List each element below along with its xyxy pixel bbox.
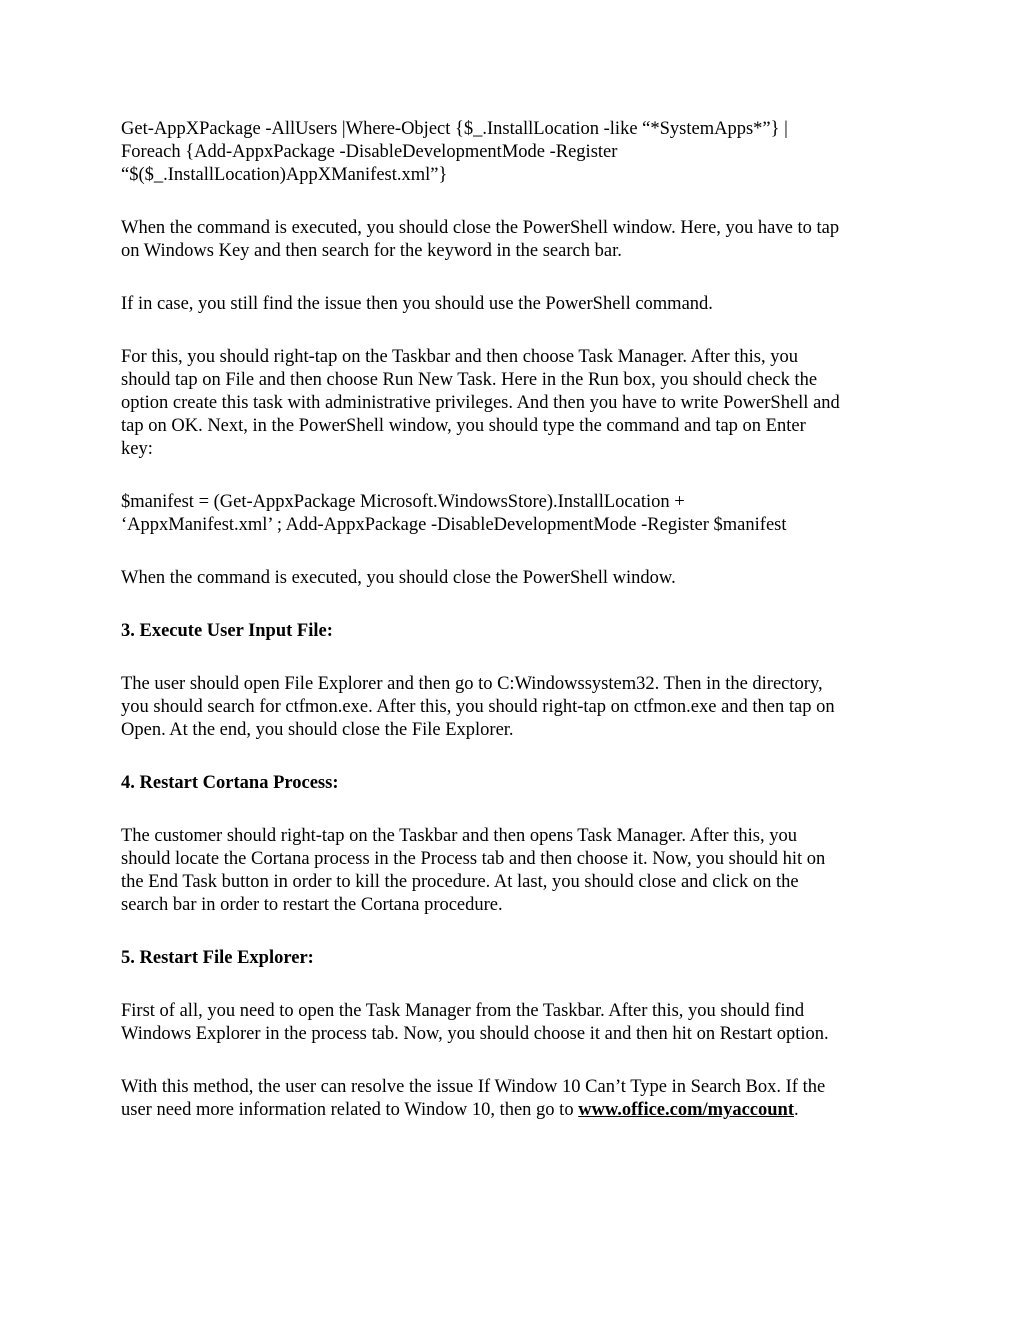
paragraph-ctfmon (121, 673, 911, 742)
text-line: First of all, you need to open the Task Manager from the Taskbar. After this, you should find (121, 1001, 805, 1021)
paragraph-file-explorer (121, 1000, 911, 1046)
text-line: The customer should right-tap on the Taskbar and then opens Task Manager. After this, you (121, 826, 797, 846)
text-segment: user need more information related to Window 10, then go to (121, 1100, 579, 1120)
text-line: should tap on File and then choose Run New Task. Here in the Run box, you should check the (121, 370, 818, 390)
text-line: should locate the Cortana process in the Process tab and then choose it. Now, you should hit on (121, 849, 826, 869)
text-line: For this, you should right-tap on the Taskbar and then choose Task Manager. After this, you (121, 347, 799, 367)
text-line: ‘AppxManifest.xml’ ; Add-AppxPackage -DisableDevelopmentMode -Register $manifest (121, 515, 787, 535)
text-line: When the command is executed, you should close the PowerShell window. (121, 568, 676, 588)
paragraph-task-manager-steps (121, 346, 911, 461)
paragraph-if-in-case (121, 293, 911, 316)
heading-execute-user-input-file: 3. Execute User Input File: (121, 621, 333, 641)
heading-restart-file-explorer: 5. Restart File Explorer: (121, 948, 314, 968)
text-line: When the command is executed, you should close the PowerShell window. Here, you have to tap (121, 218, 840, 238)
text-line: on Windows Key and then search for the keyword in the search bar. (121, 241, 622, 261)
text-line: tap on OK. Next, in the PowerShell window, you should type the command and tap on Enter (121, 416, 806, 436)
document-page (121, 118, 911, 1152)
text-line: Get-AppXPackage -AllUsers |Where-Object {$_.InstallLocation -like “*SystemApps*”} | (121, 119, 788, 139)
paragraph-close-powershell (121, 217, 911, 263)
text-line: “$($_.InstallLocation)AppXManifest.xml”} (121, 165, 448, 185)
text-line: you should search for ctfmon.exe. After this, you should right-tap on ctfmon.exe and then tap on (121, 697, 835, 717)
text-line: If in case, you still find the issue then you should use the PowerShell command. (121, 294, 713, 314)
paragraph-close-powershell-2 (121, 567, 911, 590)
office-account-link[interactable]: www.office.com/myaccount (578, 1100, 794, 1120)
text-line: Foreach {Add-AppxPackage -DisableDevelopmentMode -Register (121, 142, 618, 162)
text-line (121, 1099, 911, 1122)
text-line: option create this task with administrative privileges. And then you have to write PowerShell and (121, 393, 840, 413)
paragraph-conclusion (121, 1076, 911, 1122)
text-line: search bar in order to restart the Cortana procedure. (121, 895, 503, 915)
text-line: Open. At the end, you should close the File Explorer. (121, 720, 514, 740)
text-line: key: (121, 439, 153, 459)
paragraph-cortana (121, 825, 911, 917)
heading-restart-cortana: 4. Restart Cortana Process: (121, 773, 339, 793)
text-line: the End Task button in order to kill the procedure. At last, you should close and click on the (121, 872, 799, 892)
text-segment: . (793, 1100, 799, 1120)
paragraph-command-1 (121, 118, 911, 187)
text-line: $manifest = (Get-AppxPackage Microsoft.WindowsStore).InstallLocation + (121, 492, 685, 512)
paragraph-command-2 (121, 491, 911, 537)
text-line: Windows Explorer in the process tab. Now, you should choose it and then hit on Restart option. (121, 1024, 829, 1044)
text-line: The user should open File Explorer and then go to C:Windowssystem32. Then in the directory, (121, 674, 823, 694)
text-line: With this method, the user can resolve the issue If Window 10 Can’t Type in Search Box. If the (121, 1077, 826, 1097)
